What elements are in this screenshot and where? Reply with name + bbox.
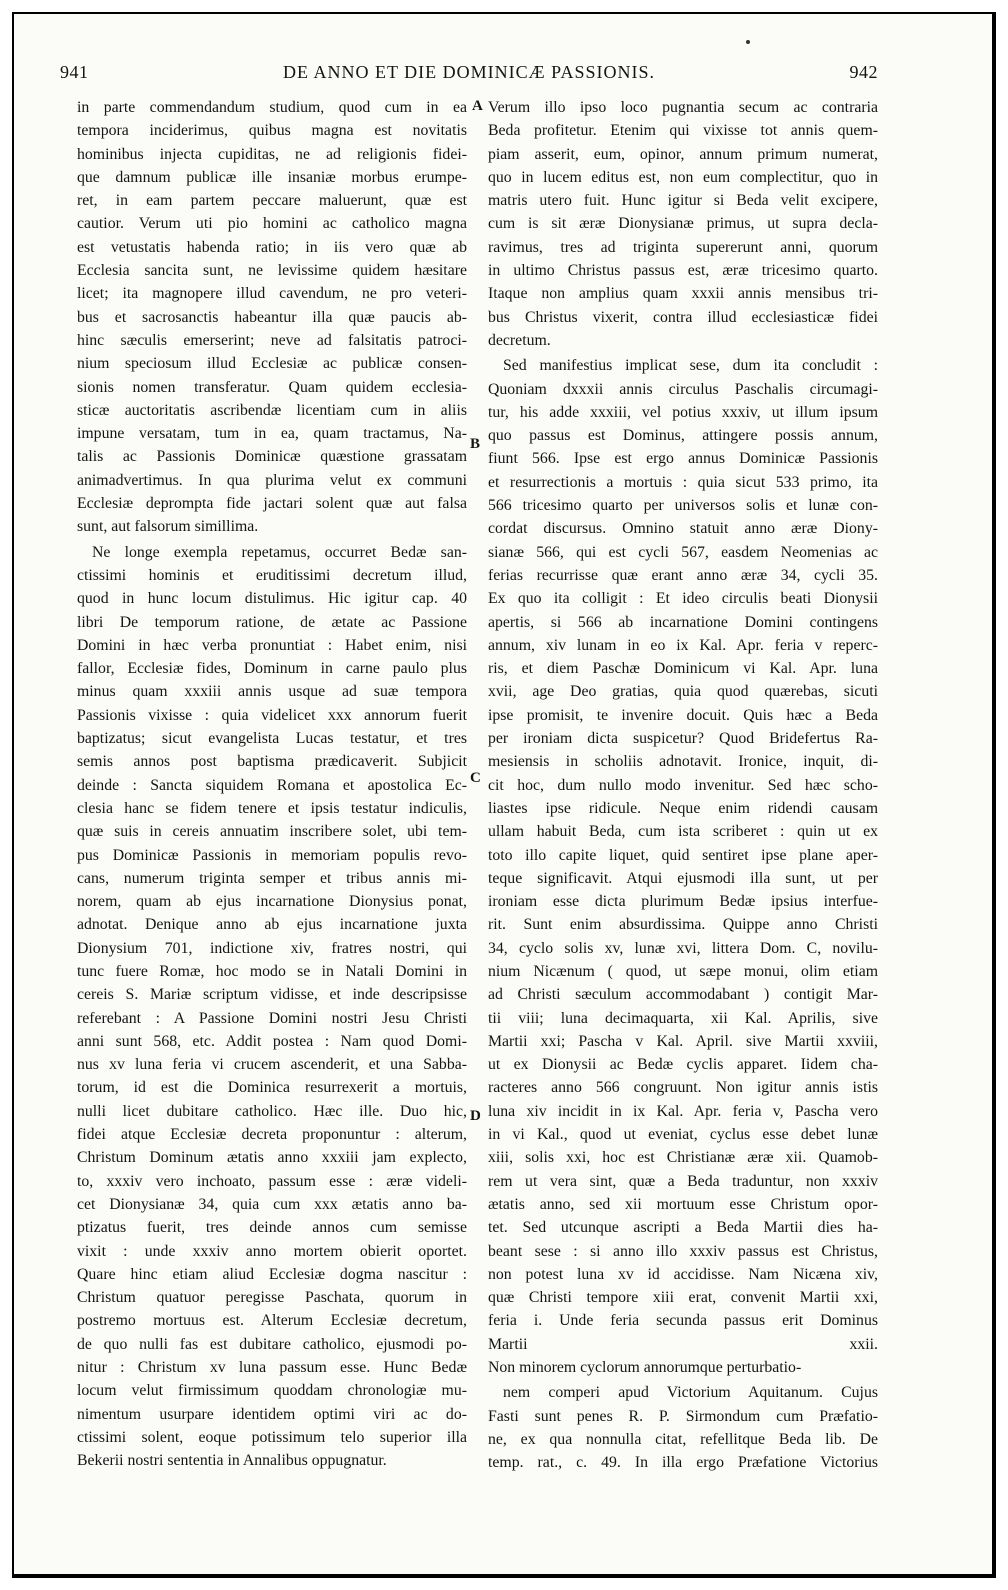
text-line: in parte commendandum studium, quod cum in ea bbox=[77, 99, 467, 116]
text-line: licet; ita magnopere illud cavendum, ne pro veteri- bbox=[77, 285, 467, 303]
text-line: nus xv luna feria vi crucem ascenderit, et una Sabba- bbox=[77, 1056, 467, 1074]
text-line: ravimus, tres ad triginta supererunt anni, quorum bbox=[488, 238, 878, 256]
text-line: in vi Kal., quod ut eveniat, cyclus esse debet lunæ bbox=[488, 1126, 878, 1144]
text-line: sticæ auctoritatis ascribendæ licentiam cum in aliis bbox=[77, 401, 467, 419]
text-line: tet. Sed utcunque ascripti a Beda Martii dies ha- bbox=[488, 1219, 878, 1237]
text-line: Fasti sunt penes R. P. Sirmondum cum Præfatio- bbox=[488, 1407, 878, 1425]
text-line: Non minorem cyclorum annorumque perturbatio- bbox=[488, 1359, 802, 1377]
text-line: ctissimi hominis et eruditissimi decretum illud, bbox=[77, 566, 467, 584]
text-line: cit hoc, dum nullo modo invenitur. Sed hæc scho- bbox=[488, 776, 878, 794]
text-line: pus Dominicæ Passionis in memoriam populis revo- bbox=[77, 846, 467, 864]
text-line: decretum. bbox=[488, 331, 551, 349]
text-line: ad Christi sæculum accommodabant ) contigit Mar- bbox=[488, 986, 878, 1004]
text-line: to, xxxiv vero inchoato, passum esse : æræ videli- bbox=[77, 1172, 467, 1190]
text-line: adnotat. Denique anno ab ejus incarnatione juxta bbox=[77, 916, 467, 934]
text-line: semis annos post baptisma prædicaverit. Subjicit bbox=[77, 753, 467, 771]
text-line: 34, cyclo solis xv, lunæ xvi, littera Dom. C, novilu- bbox=[488, 939, 878, 957]
text-line: nem comperi apud Victorium Aquitanum. Cujus bbox=[503, 1384, 878, 1402]
text-line: apertis, si 566 ab incarnatione Domini contingens bbox=[488, 613, 878, 631]
text-line: Domini in hæc verba pronuntiat : Habet enim, nisi bbox=[77, 636, 467, 654]
text-line: animadvertimus. In qua plurima velut ex communi bbox=[77, 471, 467, 489]
text-line: clesia hanc se fidem tenere et ipsis testatur indiculis, bbox=[77, 799, 467, 817]
text-line: nitur : Christum xv luna passum esse. Hunc Bedæ bbox=[77, 1359, 467, 1377]
text-line: Dionysium 701, indictione xiv, fratres nostri, qui bbox=[77, 939, 467, 957]
text-line: cereis S. Mariæ scriptum vidisse, et inde descripsisse bbox=[77, 986, 467, 1004]
text-line: minus quam xxxiii annis usque ad suæ tempora bbox=[77, 683, 467, 701]
text-line: annum, xiv lunam in eo ix Kal. Apr. feria v reperc- bbox=[488, 636, 878, 654]
text-line: xvii, age Deo gratias, quia quod quærebas, sicuti bbox=[488, 683, 878, 701]
text-line: que damnum publicæ ille insaniæ morbus erumpe- bbox=[77, 168, 467, 186]
text-line: bus Christus vixerit, contra illud ecclesiasticæ fidei bbox=[488, 308, 878, 326]
text-line: racteres anno 566 congruunt. Non igitur annis istis bbox=[488, 1079, 878, 1097]
text-line: Ecclesiæ deprompta fide jactari solent quæ aut falsa bbox=[77, 495, 467, 513]
text-line: Bekerii nostri sententia in Annalibus oppugnatur. bbox=[77, 1452, 387, 1470]
running-header bbox=[60, 62, 878, 92]
text-line: Itaque non amplius quam xxxii annis mensibus tri- bbox=[488, 285, 878, 303]
text-line: Ne longe exempla repetamus, occurret Bedæ san- bbox=[92, 543, 467, 561]
text-line: Christum quatuor peregisse Paschata, quorum in bbox=[77, 1289, 467, 1307]
text-line: cet Dionysianæ 34, quia cum xxx ætatis anno ba- bbox=[77, 1195, 467, 1213]
section-marker-a: A bbox=[472, 98, 483, 114]
running-title: DE ANNO ET DIE DOMINICÆ PASSIONIS. bbox=[282, 62, 656, 82]
text-line: norem, quam ab ejus incarnatione Dionysius ponat, bbox=[77, 893, 467, 911]
text-line: 566 tricesimo quarto per universos solis et lunæ con- bbox=[488, 497, 878, 515]
text-line: ullam habuit Beda, cum ista scriberet : quin ut ex bbox=[488, 823, 878, 841]
text-line: Ecclesia sancita sunt, ne levissime quidem hæsitare bbox=[77, 262, 467, 280]
text-line: est vetustatis habenda ratio; in iis vero quæ ab bbox=[77, 238, 467, 256]
text-line: Verum illo ipso loco pugnantia secum ac contraria bbox=[488, 99, 878, 116]
left-column bbox=[77, 96, 467, 1473]
text-line: tur, his adde xxxiii, vel potius xxxiv, ut illum ipsum bbox=[488, 403, 878, 421]
text-line: Ex quo ita colligit : Et ideo circulis beati Dionysii bbox=[488, 590, 878, 608]
text-line: xiii, solis xxi, hoc est Christianæ æræ xii. Quamob- bbox=[488, 1149, 878, 1167]
text-line: teque significavit. Atqui ejusmodi illa sunt, ut per bbox=[488, 869, 878, 887]
section-marker-c: C bbox=[470, 770, 481, 786]
text-line: impune versatam, tum in ea, quam tractamus, Na- bbox=[77, 425, 467, 443]
text-line: libri De temporum ratione, de ætate ac Passione bbox=[77, 613, 467, 631]
text-line: ctissimi solent, eoque potissimum telo superior illa bbox=[77, 1428, 467, 1446]
text-line: quod in hunc locum distulimus. Hic igitur cap. 40 bbox=[77, 590, 467, 608]
text-line: deinde : Sancta siquidem Romana et apostolica Ec- bbox=[77, 776, 467, 794]
text-line: quæ suis in cereis annuatim inscribere solet, ubi tem- bbox=[77, 823, 467, 841]
text-line: postremo mortuus est. Alterum Ecclesiæ decretum, bbox=[77, 1312, 467, 1330]
text-line: torum, id est die Dominica resurrexerit a mortuis, bbox=[77, 1079, 467, 1097]
text-line: Quoniam dxxxii annis circulus Paschalis circumagi- bbox=[488, 380, 878, 398]
text-line: Quare hinc etiam aliud Ecclesiæ dogma nascitur : bbox=[77, 1265, 467, 1283]
text-line: quæ Christi tempore xiii erat, convenit Martii xxi, bbox=[488, 1289, 878, 1307]
text-line: sianæ 566, qui est cycli 567, easdem Neomenias ac bbox=[488, 543, 878, 561]
right-column bbox=[488, 96, 878, 1475]
text-line: fidei atque Ecclesiæ decreta proponuntur : alterum, bbox=[77, 1126, 467, 1144]
text-line: ironiam esse dicta plurimum Bedæ ipsius interfue- bbox=[488, 893, 878, 911]
text-line: Christum Dominum ætatis anno xxxiii jam explecto, bbox=[77, 1149, 467, 1167]
text-line: anni sunt 568, etc. Addit postea : Nam quod Domi- bbox=[77, 1032, 467, 1050]
text-line: et resurrectionis a mortuis : quia sicut 533 primo, ita bbox=[488, 473, 878, 491]
text-line: ætatis anno, sed xii mortuum esse Christum opor- bbox=[488, 1195, 878, 1213]
section-marker-d: D bbox=[470, 1108, 481, 1124]
text-line: nium Nicænum ( quod, ut sæpe monui, olim etiam bbox=[488, 962, 878, 980]
text-line: locum velut firmissimum quoddam chronologiæ mu- bbox=[77, 1382, 467, 1400]
text-line: tempora inciderimus, quibus magna est novitatis bbox=[77, 122, 467, 140]
text-line: quo in lucem editus est, non eum complectitur, quo in bbox=[488, 168, 878, 186]
text-line: ut ex Dionysii ac Bedæ cyclis apparet. Iidem cha- bbox=[488, 1056, 878, 1074]
text-line: rit. Sunt enim absurdissima. Quippe anno Christi bbox=[488, 916, 878, 934]
text-line: vixit : unde xxxiv anno mortem obierit oportet. bbox=[77, 1242, 467, 1260]
text-line: ferias recurrisse quæ erant anno æræ 34, cycli 35. bbox=[488, 566, 878, 584]
text-line: cum is sit æræ Dionysianæ primus, ut supra decla- bbox=[488, 215, 878, 233]
text-line: temp. rat., c. 49. In illa ergo Præfatione Victorius bbox=[488, 1454, 878, 1472]
text-line: toto illo capite liquet, quid sentiret ipse plane aper- bbox=[488, 846, 878, 864]
text-line: ret, in eam partem peccare maluerunt, quæ est bbox=[77, 192, 467, 210]
text-line: nium speciosum illud Ecclesiæ ac publicæ consen- bbox=[77, 355, 467, 373]
text-line: non potest luna xv id accidisse. Nam Nicæna xiv, bbox=[488, 1265, 878, 1283]
text-line: cautior. Verum uti pio homini ac catholico magna bbox=[77, 215, 467, 233]
text-line: cordat discursus. Omnino statuit anno æræ Diony- bbox=[488, 520, 878, 538]
text-line: matris utero fuit. Hunc igitur si Beda velit excipere, bbox=[488, 192, 878, 210]
text-line: Sed manifestius implicat sese, dum ita concludit : bbox=[503, 357, 878, 375]
text-line: tii viii; luna decimaquarta, xii Kal. Aprilis, sive bbox=[488, 1009, 878, 1027]
text-line: mesiensis in scholiis adnotavit. Ironice, inquit, di- bbox=[488, 753, 878, 771]
text-line: referebant : A Passione Domini nostri Jesu Christi bbox=[77, 1009, 467, 1027]
text-line: liastes ipse ridicule. Neque enim ridendi causam bbox=[488, 799, 878, 817]
text-line: ris, et diem Paschæ Dominicum vi Kal. Apr. luna bbox=[488, 660, 878, 678]
text-line: quo passus est Dominus, attingere possis annum, bbox=[488, 427, 878, 445]
text-line: Beda profitetur. Etenim qui vixisse tot annis quem- bbox=[488, 122, 878, 140]
stray-mark bbox=[746, 40, 750, 44]
text-line: ipse promisit, te invenire docuit. Quis hæc a Beda bbox=[488, 706, 878, 724]
text-line: piam asserit, eum, opinor, annum primum numerat, bbox=[488, 145, 878, 163]
text-line: baptizatus; sicut evangelista Lucas testatur, et tres bbox=[77, 730, 467, 748]
text-line: luna xiv incidit in ix Kal. Apr. feria v, Pascha vero bbox=[488, 1102, 878, 1120]
text-line: tunc fuere Romæ, hoc modo se in Natali Domini in bbox=[77, 962, 467, 980]
text-line: fallor, Ecclesiæ fides, Dominum in carne paulo plus bbox=[77, 660, 467, 678]
text-line: beant sese : si anno illo xxxiv passus est Christus, bbox=[488, 1242, 878, 1260]
text-line: sionis nomen transferatur. Quam quidem ecclesia- bbox=[77, 378, 467, 396]
text-line: ne, ex qua nonnulla citat, refellitque Beda lib. De bbox=[488, 1430, 878, 1448]
text-line: fiunt 566. Ipse est ergo annus Dominicæ Passionis bbox=[488, 450, 878, 468]
text-line: Martii xxi; Pascha v Kal. April. sive Martii xxviii, bbox=[488, 1032, 878, 1050]
text-line: bus et sacrosanctis habeantur illa quæ paucis ab- bbox=[77, 308, 467, 326]
text-line: per ironiam dicta suspicetur? Quod Bridefertus Ra- bbox=[488, 730, 878, 748]
text-line: feria i. Unde feria secunda passus erit Dominus bbox=[488, 1312, 878, 1330]
text-line: hominibus injecta cupiditas, ne ad religionis fidei- bbox=[77, 145, 467, 163]
text-line: rem ut vera sint, quæ a Beda traduntur, non xxxiv bbox=[488, 1172, 878, 1190]
text-line: talis ac Passionis Dominicæ quæstione grassatam bbox=[77, 448, 467, 466]
text-line: nimentum usurpare identidem optimi viri ac do- bbox=[77, 1405, 467, 1423]
text-line: nulli licet dubitare catholico. Hæc ille. Duo hic, bbox=[77, 1102, 467, 1120]
page-number-right: 942 bbox=[849, 62, 878, 82]
text-line: de quo nulli fas est dubitare catholico, ejusmodi po- bbox=[77, 1335, 467, 1353]
text-line: cans, numerum triginta semper et tribus annis mi- bbox=[77, 869, 467, 887]
text-line: Passionis vixisse : quia videlicet xxx annorum fuerit bbox=[77, 706, 467, 724]
text-line: hinc sæculis emerserint; neve ad falsitatis patroci- bbox=[77, 331, 467, 349]
page-number-left: 941 bbox=[60, 62, 89, 82]
text-line: in ultimo Christus passus est, æræ tricesimo quarto. bbox=[488, 262, 878, 280]
text-line: Martii xxii. bbox=[488, 1335, 878, 1353]
text-line: ptizatus fuerit, tres deinde annos cum semisse bbox=[77, 1219, 467, 1237]
text-line: sunt, aut falsorum simillima. bbox=[77, 518, 259, 536]
section-marker-b: B bbox=[470, 436, 481, 452]
